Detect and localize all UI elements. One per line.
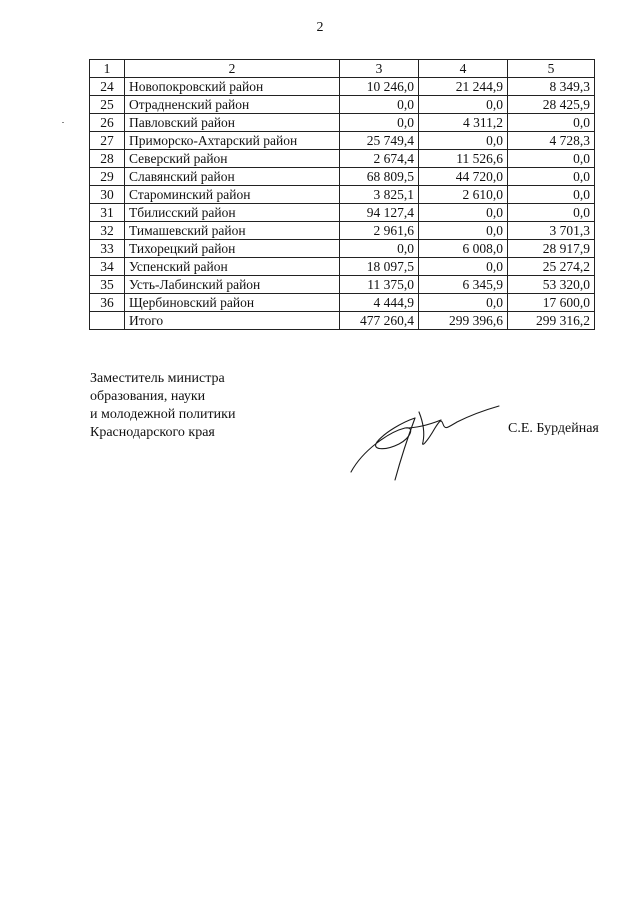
row-number: 35: [90, 276, 125, 294]
table-row: [90, 78, 595, 96]
page-number: 2: [316, 20, 324, 35]
value-col-3: 11 375,0: [340, 276, 419, 294]
district-name: Новопокровский район: [125, 78, 340, 96]
value-col-4: 44 720,0: [419, 168, 508, 186]
row-number: 33: [90, 240, 125, 258]
district-name: Успенский район: [125, 258, 340, 276]
table-row: [90, 150, 595, 168]
district-name: Щербиновский район: [125, 294, 340, 312]
value-col-3: 2 674,4: [340, 150, 419, 168]
row-number: 32: [90, 222, 125, 240]
value-col-3: 94 127,4: [340, 204, 419, 222]
value-col-3: 10 246,0: [340, 78, 419, 96]
value-col-4: 0,0: [419, 258, 508, 276]
value-col-5: 0,0: [508, 186, 595, 204]
total-col-3: 477 260,4: [340, 312, 419, 330]
row-number: 34: [90, 258, 125, 276]
value-col-4: 0,0: [419, 96, 508, 114]
header-col-1: 1: [90, 60, 125, 78]
district-name: Приморско-Ахтарский район: [125, 132, 340, 150]
row-number: 25: [90, 96, 125, 114]
value-col-5: 3 701,3: [508, 222, 595, 240]
value-col-5: 4 728,3: [508, 132, 595, 150]
value-col-4: 6 345,9: [419, 276, 508, 294]
table-row: [90, 294, 595, 312]
value-col-5: 0,0: [508, 150, 595, 168]
header-col-2: 2: [125, 60, 340, 78]
value-col-4: 0,0: [419, 204, 508, 222]
value-col-4: 6 008,0: [419, 240, 508, 258]
header-col-5: 5: [508, 60, 595, 78]
value-col-3: 2 961,6: [340, 222, 419, 240]
value-col-5: 0,0: [508, 168, 595, 186]
value-col-3: 4 444,9: [340, 294, 419, 312]
header-row: [90, 60, 595, 78]
total-label: Итого: [125, 312, 340, 330]
district-name: Славянский район: [125, 168, 340, 186]
table-row: [90, 114, 595, 132]
value-col-5: 53 320,0: [508, 276, 595, 294]
value-col-4: 11 526,6: [419, 150, 508, 168]
value-col-5: 0,0: [508, 114, 595, 132]
value-col-3: 0,0: [340, 114, 419, 132]
table-row: [90, 186, 595, 204]
district-name: Тимашевский район: [125, 222, 340, 240]
header-col-4: 4: [419, 60, 508, 78]
signer-title-line: Заместитель министра: [90, 371, 225, 386]
table-row: [90, 258, 595, 276]
value-col-5: 28 917,9: [508, 240, 595, 258]
row-number: 36: [90, 294, 125, 312]
total-row: [90, 312, 595, 330]
district-name: Отрадненский район: [125, 96, 340, 114]
district-name: Староминский район: [125, 186, 340, 204]
signer-title: [90, 370, 235, 442]
row-number: 31: [90, 204, 125, 222]
district-name: Тбилисский район: [125, 204, 340, 222]
district-name: Тихорецкий район: [125, 240, 340, 258]
value-col-3: 25 749,4: [340, 132, 419, 150]
table-header: [90, 60, 595, 78]
value-col-4: 2 610,0: [419, 186, 508, 204]
row-number: 24: [90, 78, 125, 96]
value-col-3: 0,0: [340, 240, 419, 258]
row-number: 26: [90, 114, 125, 132]
value-col-3: 3 825,1: [340, 186, 419, 204]
district-name: Северский район: [125, 150, 340, 168]
table-row: [90, 168, 595, 186]
row-number: 30: [90, 186, 125, 204]
total-col-5: 299 316,2: [508, 312, 595, 330]
table-body: [90, 78, 595, 330]
table-row: [90, 132, 595, 150]
value-col-4: 21 244,9: [419, 78, 508, 96]
signer-title-line: и молодежной политики: [90, 407, 236, 422]
district-name: Усть-Лабинский район: [125, 276, 340, 294]
handwritten-signature: [345, 398, 505, 488]
table-row: [90, 204, 595, 222]
row-number: 28: [90, 150, 125, 168]
row-number: 29: [90, 168, 125, 186]
value-col-5: 28 425,9: [508, 96, 595, 114]
total-number: [90, 312, 125, 330]
table-row: [90, 222, 595, 240]
value-col-4: 0,0: [419, 222, 508, 240]
signer-title-line: образования, науки: [90, 389, 206, 404]
value-col-5: 25 274,2: [508, 258, 595, 276]
signer-name: С.Е. Бурдейная: [508, 421, 599, 436]
value-col-4: 0,0: [419, 294, 508, 312]
value-col-5: 8 349,3: [508, 78, 595, 96]
value-col-4: 0,0: [419, 132, 508, 150]
value-col-3: 0,0: [340, 96, 419, 114]
value-col-5: 0,0: [508, 204, 595, 222]
table-row: [90, 276, 595, 294]
value-col-4: 4 311,2: [419, 114, 508, 132]
district-name: Павловский район: [125, 114, 340, 132]
value-col-3: 68 809,5: [340, 168, 419, 186]
table-row: [90, 240, 595, 258]
row-number: 27: [90, 132, 125, 150]
funding-table: [89, 59, 595, 330]
value-col-5: 17 600,0: [508, 294, 595, 312]
header-col-3: 3: [340, 60, 419, 78]
total-col-4: 299 396,6: [419, 312, 508, 330]
value-col-3: 18 097,5: [340, 258, 419, 276]
signer-title-line: Краснодарского края: [90, 425, 215, 440]
table-row: [90, 96, 595, 114]
scan-speck: [62, 122, 64, 123]
